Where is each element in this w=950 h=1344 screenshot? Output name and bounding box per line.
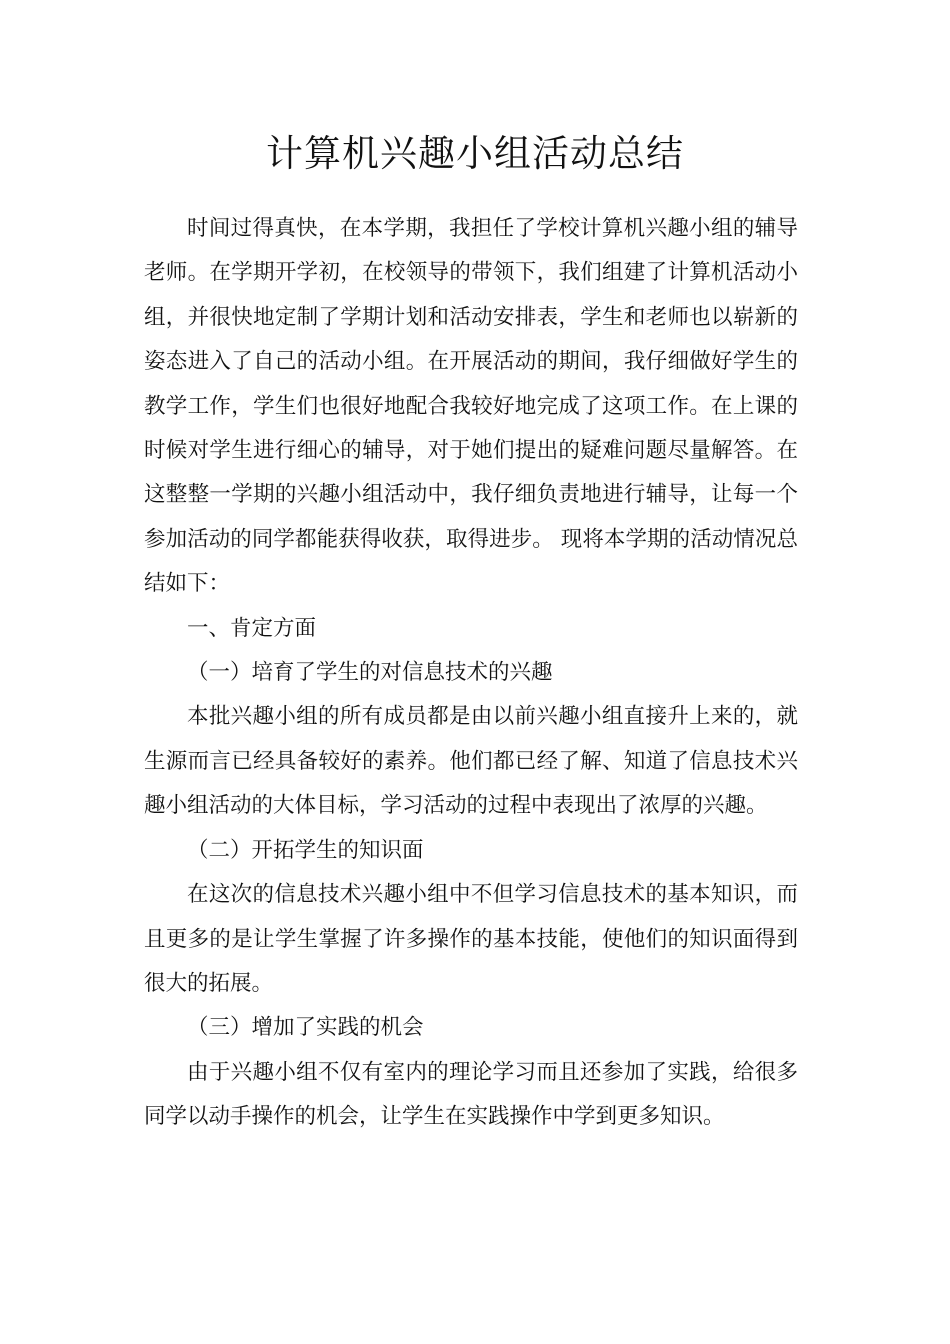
- subsection-heading-interest: （一）培育了学生的对信息技术的兴趣: [187, 660, 553, 686]
- intro-paragraph: 时间过得真快，在本学期，我担任了学校计算机兴趣小组的辅导老师。在学期开学初，在校领导的带领下，我们组建了计算机活动小组，并很快地定制了学期计划和活动安排表，学生和老师也以崭新的姿态进入了自己的活动小组。在开展活动的期间，我仔细做好学生的教学工作，学生们也很好地配合我较好地完成了这项工作。在上课的时候对学生进行细心的辅导，对于她们提出的疑难问题尽量解答。在这整整一学期的兴趣小组活动中，我仔细负责地进行辅导，让每一个参加活动的同学都能获得收获，取得进步。 现将本学期的活动情况总结如下：: [144, 216, 798, 597]
- document-title: 计算机兴趣小组活动总结: [266, 132, 684, 175]
- document-body: [144, 207, 798, 1140]
- section-heading-affirmation: 一、肯定方面: [187, 615, 317, 641]
- subsection-heading-practice: （三）增加了实践的机会: [187, 1015, 424, 1041]
- subsection-paragraph-practice: 由于兴趣小组不仅有室内的理论学习而且还参加了实践，给很多同学以动手操作的机会，让学生在实践操作中学到更多知识。: [144, 1059, 798, 1130]
- subsection-paragraph-knowledge: 在这次的信息技术兴趣小组中不但学习信息技术的基本知识，而且更多的是让学生掌握了许多操作的基本技能，使他们的知识面得到很大的拓展。: [144, 882, 798, 996]
- subsection-heading-knowledge: （二）开拓学生的知识面: [187, 837, 424, 863]
- subsection-paragraph-interest: 本批兴趣小组的所有成员都是由以前兴趣小组直接升上来的，就生源而言已经具备较好的素养。他们都已经了解、知道了信息技术兴趣小组活动的大体目标，学习活动的过程中表现出了浓厚的兴趣。: [144, 704, 798, 819]
